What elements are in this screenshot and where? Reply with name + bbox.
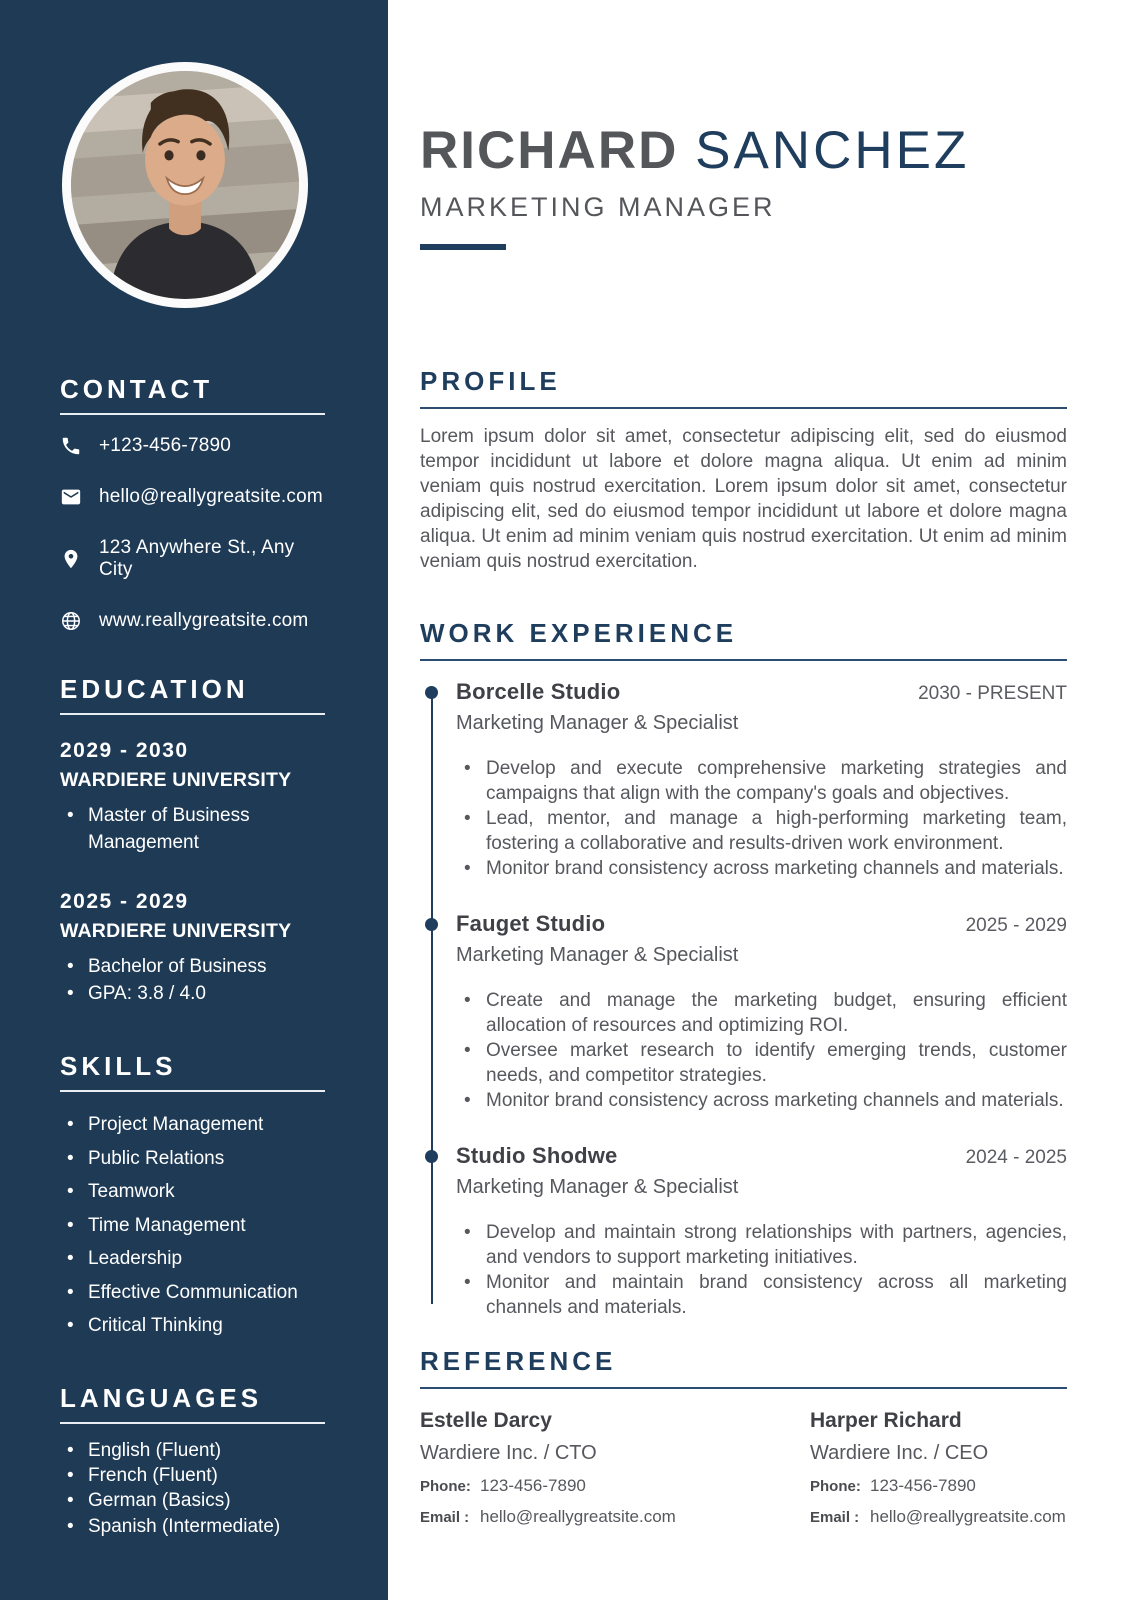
education-school: WARDIERE UNIVERSITY — [60, 920, 292, 942]
job-bullet: • Develop and maintain strong relationships with partners, agencies, and vendors to support marketing initiatives. — [456, 1220, 1067, 1270]
reference-heading: REFERENCE — [420, 1346, 617, 1377]
reference-email-row — [420, 1507, 810, 1527]
skill-item: • Effective Communication — [60, 1276, 325, 1310]
skills-list — [60, 1108, 325, 1343]
email-icon — [60, 486, 82, 508]
reference-email-row — [810, 1507, 1067, 1527]
education-years: 2029 - 2030 — [60, 739, 189, 762]
work-experience-heading: WORK EXPERIENCE — [420, 618, 738, 649]
education-entry — [60, 890, 325, 1007]
contact-heading-rule — [60, 413, 325, 415]
reference-name: Harper Richard — [810, 1409, 962, 1433]
job-entry — [420, 911, 1067, 1113]
website-icon — [60, 610, 82, 632]
reference-phone-row — [810, 1476, 1067, 1496]
work-experience-heading-rule — [420, 659, 1067, 661]
contact-phone-text: +123-456-7890 — [99, 435, 232, 456]
skills-heading: SKILLS — [60, 1051, 177, 1081]
job-header — [456, 1143, 1067, 1169]
profile-photo — [62, 62, 308, 308]
reference-phone-value: 123-456-7890 — [870, 1476, 976, 1496]
contact-item-address — [60, 537, 325, 581]
job-bullets — [456, 756, 1067, 881]
job-bullet: • Develop and execute comprehensive marketing strategies and campaigns that align with the company's goals and objectives. — [456, 756, 1067, 806]
timeline-dot — [425, 686, 438, 699]
education-years: 2025 - 2029 — [60, 890, 189, 913]
job-company: Fauget Studio — [456, 911, 606, 937]
education-detail-item: • Bachelor of Business — [60, 953, 325, 980]
language-item: • French (Fluent) — [60, 1463, 325, 1488]
language-item: • German (Basics) — [60, 1488, 325, 1513]
skill-item: • Leadership — [60, 1242, 325, 1276]
job-role: Marketing Manager & Specialist — [456, 944, 739, 967]
profile-text: Lorem ipsum dolor sit amet, consectetur adipiscing elit, sed do eiusmod tempor incididunt ut labore et dolore magna aliqua. Ut enim ad minim veniam quis nostrud exercitation. Lorem ipsum dolor sit amet, consectetur adipiscing elit, sed do eiusmod tempor incididunt ut labore et dolore magna aliqua. Ut enim ad minim veniam quis nostrud exercitation. Ut enim ad minim veniam quis nostrud exercitation. — [420, 426, 1067, 573]
profile-photo-illustration — [71, 71, 299, 299]
reference-phone-label: Phone: — [810, 1478, 861, 1496]
reference-company-role: Wardiere Inc. / CTO — [420, 1442, 597, 1465]
first-name: RICHARD — [420, 121, 679, 180]
skill-item: • Project Management — [60, 1108, 325, 1142]
skill-item: • Critical Thinking — [60, 1309, 325, 1343]
person-name — [420, 122, 1067, 179]
languages-list — [60, 1438, 325, 1540]
reference-phone-value: 123-456-7890 — [480, 1476, 586, 1496]
reference-phone-row — [420, 1476, 810, 1496]
education-detail-item: • GPA: 3.8 / 4.0 — [60, 980, 325, 1007]
languages-section — [60, 1382, 325, 1540]
timeline-dot — [425, 1150, 438, 1163]
name-header — [420, 122, 1067, 250]
job-bullets — [456, 1220, 1067, 1320]
skills-heading-rule — [60, 1090, 325, 1092]
job-bullet: • Oversee market research to identify emerging trends, customer needs, and competitor strategies. — [456, 1038, 1067, 1088]
contact-email-text: hello@reallygreatsite.com — [99, 486, 323, 507]
reference-name: Estelle Darcy — [420, 1409, 552, 1433]
reference-section — [420, 1348, 1067, 1527]
job-role: Marketing Manager & Specialist — [456, 712, 739, 735]
skill-item: • Public Relations — [60, 1142, 325, 1176]
job-bullet: • Lead, mentor, and manage a high-performing marketing team, fostering a collaborative and results-driven work environment. — [456, 806, 1067, 856]
education-entry — [60, 739, 325, 856]
job-bullet: • Monitor brand consistency across marketing channels and materials. — [456, 856, 1067, 881]
main-column — [388, 0, 1131, 1600]
job-bullet: • Monitor and maintain brand consistency across all marketing channels and materials. — [456, 1270, 1067, 1320]
reference-email-value: hello@reallygreatsite.com — [870, 1507, 1066, 1527]
job-company: Borcelle Studio — [456, 679, 621, 705]
contact-address-text: 123 Anywhere St., Any City — [99, 537, 295, 580]
sidebar — [0, 0, 388, 1600]
reference-heading-rule — [420, 1387, 1067, 1389]
work-timeline — [420, 679, 1067, 1320]
education-details — [60, 953, 325, 1007]
profile-heading: PROFILE — [420, 366, 561, 397]
contact-item-phone — [60, 435, 325, 457]
profile-section — [420, 368, 1067, 574]
job-period: 2024 - 2025 — [965, 1147, 1067, 1169]
job-header — [456, 911, 1067, 937]
contact-website-text: www.reallygreatsite.com — [99, 610, 309, 631]
phone-icon — [60, 435, 82, 457]
reference-email-label: Email : — [420, 1509, 470, 1527]
work-experience-section — [420, 620, 1067, 1320]
job-entry — [420, 679, 1067, 881]
contact-item-email — [60, 486, 325, 508]
job-role: Marketing Manager & Specialist — [456, 1176, 739, 1199]
education-section — [60, 676, 325, 1007]
job-company: Studio Shodwe — [456, 1143, 618, 1169]
languages-heading-rule — [60, 1422, 325, 1424]
education-detail-item: • Master of Business Management — [60, 802, 325, 856]
skill-item: • Teamwork — [60, 1175, 325, 1209]
skill-item: • Time Management — [60, 1209, 325, 1243]
job-period: 2025 - 2029 — [965, 915, 1067, 937]
title-underline-rule — [420, 244, 506, 250]
timeline-dot — [425, 918, 438, 931]
job-period: 2030 - PRESENT — [918, 683, 1067, 705]
job-entry — [420, 1143, 1067, 1320]
job-bullets — [456, 988, 1067, 1113]
reference-email-label: Email : — [810, 1509, 860, 1527]
job-bullet: • Create and manage the marketing budget, ensuring efficient allocation of resources and optimizing ROI. — [456, 988, 1067, 1038]
contact-item-website — [60, 610, 325, 632]
education-school: WARDIERE UNIVERSITY — [60, 769, 292, 791]
languages-heading: LANGUAGES — [60, 1382, 263, 1413]
education-heading: EDUCATION — [60, 674, 249, 704]
last-name: SANCHEZ — [695, 121, 970, 180]
contact-heading: CONTACT — [60, 374, 214, 404]
education-details — [60, 802, 325, 856]
contact-section — [60, 376, 325, 632]
job-bullet: • Monitor brand consistency across marketing channels and materials. — [456, 1088, 1067, 1113]
reference-company-role: Wardiere Inc. / CEO — [810, 1442, 989, 1465]
reference-phone-label: Phone: — [420, 1478, 471, 1496]
reference-entry — [810, 1409, 1067, 1527]
education-heading-rule — [60, 713, 325, 715]
profile-heading-rule — [420, 407, 1067, 409]
reference-columns — [420, 1409, 1067, 1527]
job-header — [456, 679, 1067, 705]
location-icon — [60, 548, 82, 570]
language-item: • Spanish (Intermediate) — [60, 1514, 325, 1539]
person-job-title: MARKETING MANAGER — [420, 192, 776, 223]
reference-entry — [420, 1409, 810, 1527]
reference-email-value: hello@reallygreatsite.com — [480, 1507, 676, 1527]
language-item: • English (Fluent) — [60, 1438, 325, 1463]
skills-section — [60, 1053, 325, 1343]
